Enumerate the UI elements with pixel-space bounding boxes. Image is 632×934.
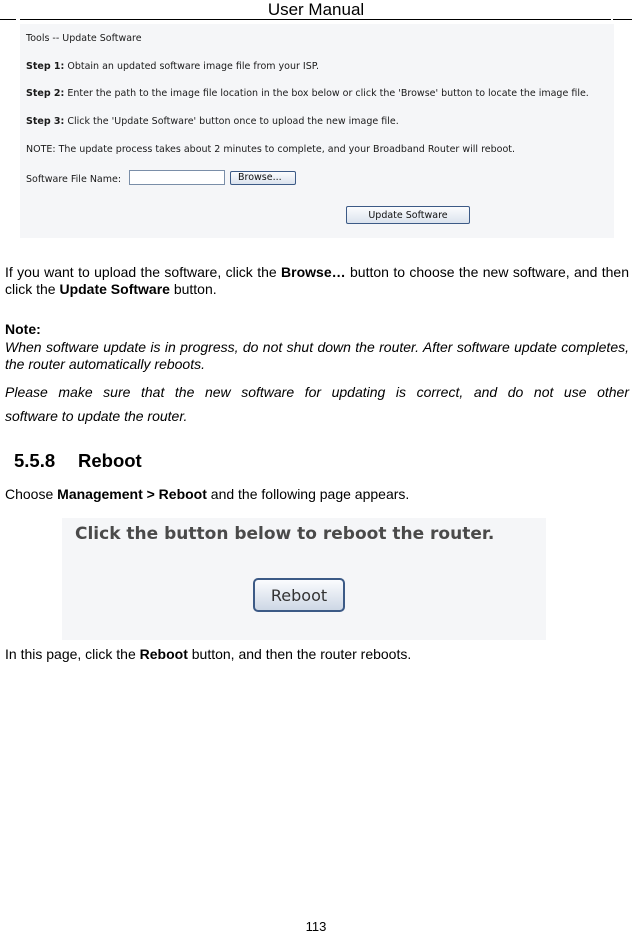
reboot-message: Click the button below to reboot the router. [75,524,495,544]
panel-title: Tools -- Update Software [26,33,142,44]
step-1 [26,61,319,72]
closing-paragraph [5,646,629,663]
step-3-text: Click the 'Update Software' button once to upload the new image file. [64,116,399,127]
file-name-label: Software File Name: [26,174,122,185]
choose-paragraph [5,486,629,503]
intro-text-3: button. [169,281,217,297]
browse-button[interactable]: Browse... [230,171,296,185]
section-number: 5.5.8 [14,450,56,471]
header-title: User Manual [267,0,365,19]
closing-text-2: button, and then the router reboots. [187,646,412,662]
step-2-label: Step 2: [26,88,65,99]
choose-text-2: and the following page appears. [206,486,410,502]
intro-text-1: If you want to upload the software, click the [5,264,282,280]
note-line-2a: Please make sure that the new software for updating is correct, and do not use other [5,384,629,400]
reboot-panel [62,518,546,640]
step-1-text: Obtain an updated software image file from your ISP. [64,61,320,72]
step-3 [26,116,399,127]
step-3-label: Step 3: [26,116,65,127]
note-line-1: When software update is in progress, do not shut down the router. After software update completes, the router automatically reboots. [5,339,629,372]
step-2 [26,88,589,99]
intro-text-2: button to choose the new software, and then click the [5,264,629,297]
choose-text-1: Choose [5,486,58,502]
update-note: NOTE: The update process takes about 2 minutes to complete, and your Broadband Router will reboot. [26,144,516,155]
intro-browse-bold: Browse… [281,264,346,280]
section-title: Reboot [78,450,142,471]
header-rule-left [0,19,16,20]
note-label: Note: [5,321,41,337]
closing-reboot-bold: Reboot [139,646,188,662]
section-heading [14,450,142,472]
intro-paragraph [5,264,629,298]
update-software-button[interactable]: Update Software [346,206,470,224]
note-line-2b: software to update the router. [5,408,188,424]
step-1-label: Step 1: [26,61,65,72]
intro-update-bold: Update Software [59,281,170,297]
step-2-text: Enter the path to the image file location in the box below or click the 'Browse' button to locate the image file. [64,88,589,99]
reboot-button[interactable]: Reboot [253,578,345,612]
header-rule-right [613,19,632,20]
header-rule [20,19,611,20]
choose-menu-path: Management > Reboot [57,486,207,502]
closing-text-1: In this page, click the [5,646,140,662]
software-file-input[interactable] [129,170,225,185]
page-number: 113 [305,919,327,934]
update-software-panel [20,24,614,238]
